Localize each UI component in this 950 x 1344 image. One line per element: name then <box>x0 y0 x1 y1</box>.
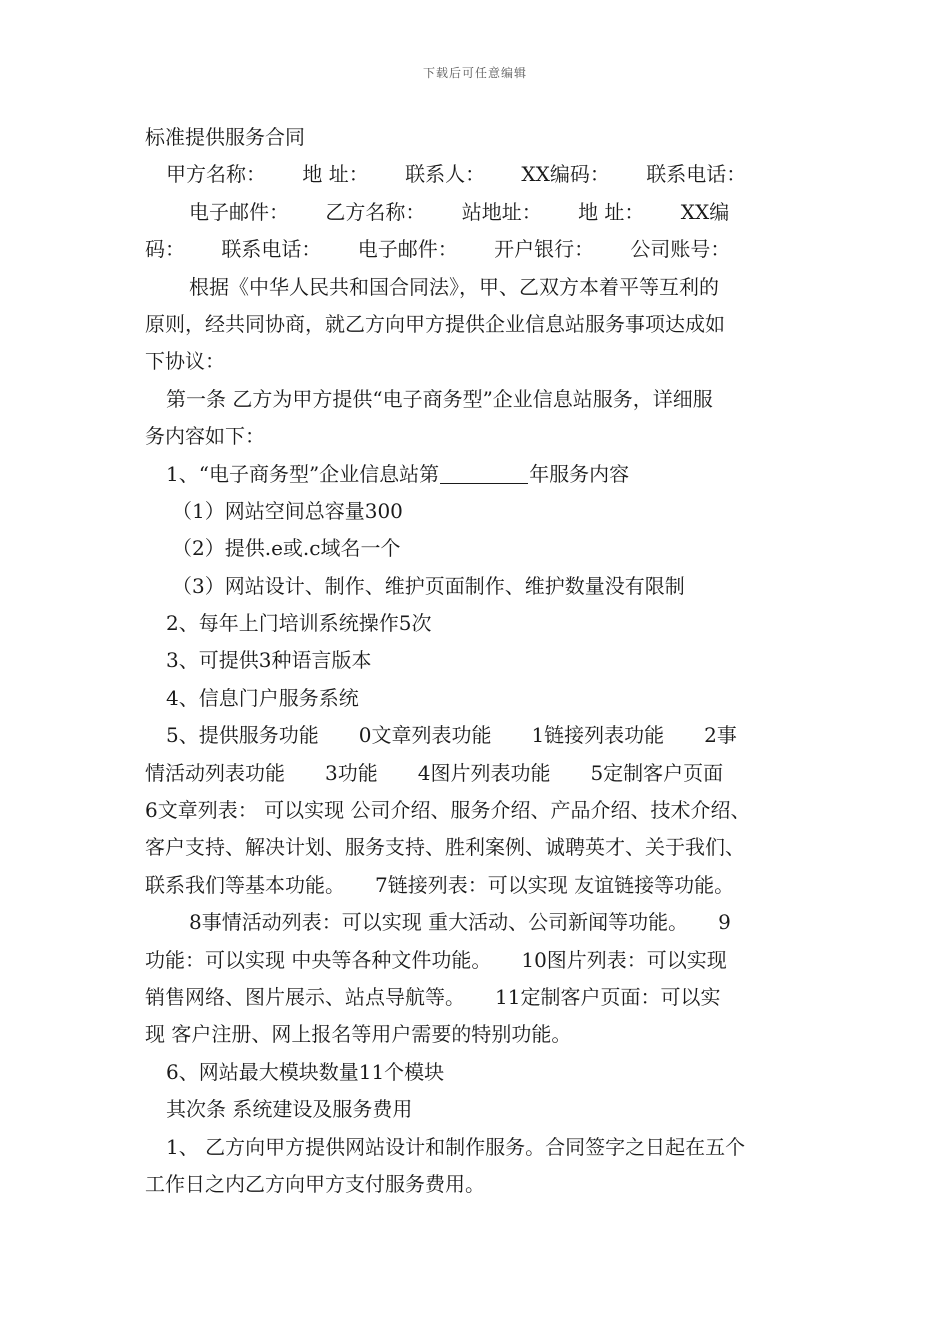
paragraph-line: 联系我们等基本功能。 7链接列表：可以实现 友谊链接等功能。 <box>145 872 735 897</box>
article-2-heading: 其次条 系统建设及服务费用 <box>166 1097 413 1122</box>
list-item: 5、提供服务功能 0文章列表功能 1链接列表功能 2事 <box>166 723 737 748</box>
list-item: 4、信息门户服务系统 <box>166 685 359 710</box>
list-item: 1、 乙方向甲方提供网站设计和制作服务。合同签字之日起在五个 <box>166 1134 746 1159</box>
sub-item: （2）提供.e或.c域名一个 <box>172 536 401 561</box>
list-item-text: 1、“电子商务型”企业信息站第 <box>166 461 440 486</box>
paragraph-line: 工作日之内乙方向甲方支付服务费用。 <box>145 1171 485 1196</box>
paragraph-line: 下协议： <box>145 349 225 374</box>
paragraph-line: 原则，经共同协商，就乙方向甲方提供企业信息站服务事项达成如 <box>145 311 725 336</box>
paragraph-line: 现 客户注册、网上报名等用户需要的特别功能。 <box>145 1022 572 1047</box>
contract-body <box>145 119 825 1203</box>
paragraph-line: 务内容如下： <box>145 424 265 449</box>
paragraph-line: 6文章列表： 可以实现 公司介绍、服务介绍、产品介绍、技术介绍、 <box>145 798 751 823</box>
party-b-fields-cont: 码： 联系电话： 电子邮件： 开户银行： 公司账号： <box>145 237 731 262</box>
page-header: 下载后可任意编辑 <box>422 66 527 80</box>
paragraph-line: 根据《中华人民共和国合同法》，甲、乙双方本着平等互利的 <box>189 274 719 299</box>
article-1-heading: 第一条 乙方为甲方提供“电子商务型”企业信息站服务，详细服 <box>166 386 713 411</box>
list-item: 2、每年上门培训系统操作5次 <box>166 611 432 636</box>
list-item: 3、可提供3种语言版本 <box>166 648 372 673</box>
paragraph-line: 客户支持、解决计划、服务支持、胜利案例、诚聘英才、关于我们、 <box>145 835 745 860</box>
sub-item: （3）网站设计、制作、维护页面制作、维护数量没有限制 <box>172 573 685 598</box>
paragraph-line: 8事情活动列表：可以实现 重大活动、公司新闻等功能。 9 <box>189 910 731 935</box>
contract-title: 标准提供服务合同 <box>145 125 305 149</box>
paragraph-line: 情活动列表功能 3功能 4图片列表功能 5定制客户页面 <box>145 760 724 785</box>
sub-item: （1）网站空间总容量300 <box>172 498 403 523</box>
party-a-fields: 甲方名称： 地 址： 联系人： XX编码： 联系电话： <box>166 162 747 187</box>
paragraph-line: 销售网络、图片展示、站点导航等。 11定制客户页面：可以实 <box>145 984 721 1009</box>
paragraph-line: 功能：可以实现 中央等各种文件功能。 10图片列表：可以实现 <box>145 947 727 972</box>
party-b-fields: 电子邮件： 乙方名称： 站地址： 地 址： XX编 <box>189 199 730 224</box>
fill-in-blank <box>440 461 528 484</box>
list-item-1 <box>145 456 825 493</box>
list-item: 6、网站最大模块数量11个模块 <box>166 1059 445 1084</box>
list-item-text: 年服务内容 <box>529 461 630 486</box>
